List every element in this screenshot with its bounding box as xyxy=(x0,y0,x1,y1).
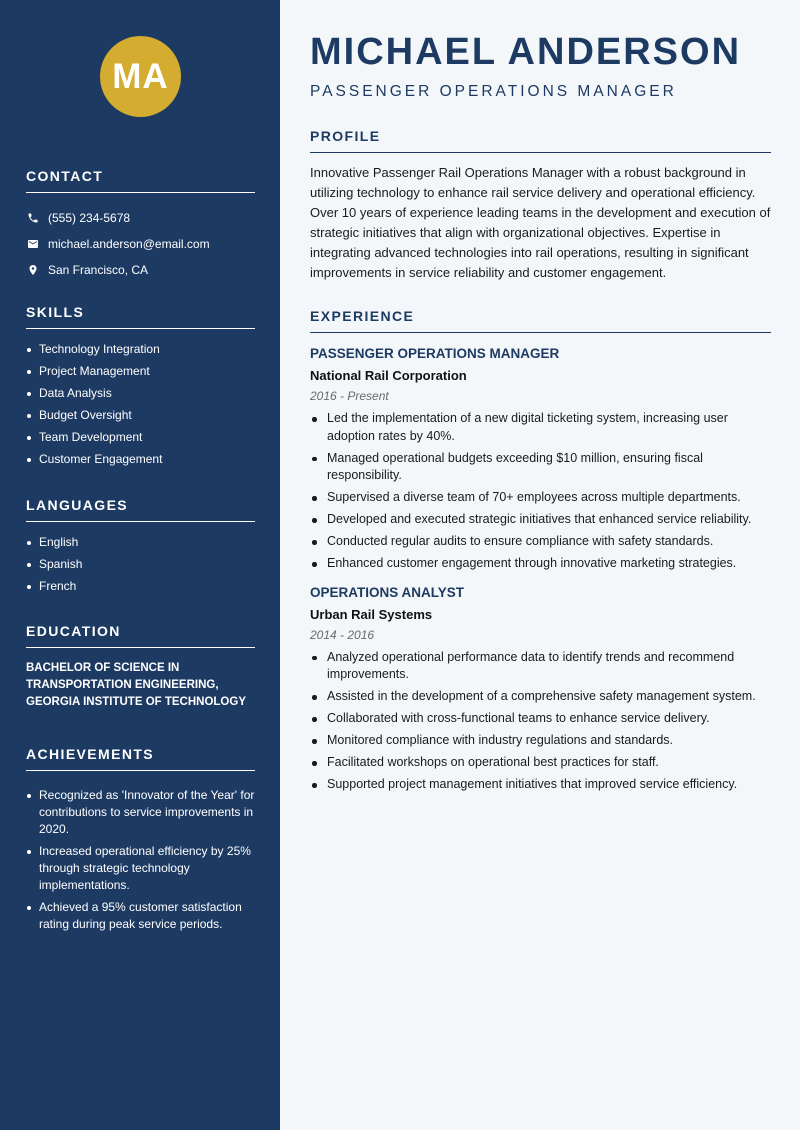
page-title: MICHAEL ANDERSON xyxy=(310,31,742,73)
languages-section xyxy=(26,497,255,600)
phone-text: (555) 234-5678 xyxy=(48,211,131,225)
education-degree: BACHELOR OF SCIENCE IN TRANSPORTATION ENGINEERING, GEORGIA INSTITUTE OF TECHNOLOGY xyxy=(26,662,246,708)
job-role-subtitle: PASSENGER OPERATIONS MANAGER xyxy=(310,83,677,100)
main-content xyxy=(280,0,800,1130)
list-item: Analyzed operational performance data to identify trends and recommend improvements. xyxy=(310,649,771,684)
job-dates: 2016 - Present xyxy=(310,389,389,403)
list-item: Assisted in the development of a comprehensive safety management system. xyxy=(310,688,771,706)
list-item: Supervised a diverse team of 70+ employees across multiple departments. xyxy=(310,489,771,507)
avatar: MA xyxy=(100,36,181,117)
list-item: Led the implementation of a new digital ticketing system, increasing user adoption rates by 40%. xyxy=(310,410,771,445)
job-entry xyxy=(310,346,771,573)
job-bullets xyxy=(310,410,771,573)
job-bullets xyxy=(310,649,771,794)
list-item: Facilitated workshops on operational best practices for staff. xyxy=(310,754,771,772)
list-item: English xyxy=(26,534,255,551)
email-text[interactable]: michael.anderson@email.com xyxy=(48,237,210,251)
mail-icon xyxy=(26,237,40,251)
list-item: Enhanced customer engagement through innovative marketing strategies. xyxy=(310,555,771,573)
list-item: Achieved a 95% customer satisfaction rating during peak service periods. xyxy=(26,899,255,933)
list-item: Recognized as 'Innovator of the Year' for contributions to service improvements in 2020. xyxy=(26,787,255,838)
experience-section xyxy=(310,308,771,798)
profile-text: Innovative Passenger Rail Operations Manager with a robust background in utilizing technology to enhance rail service delivery and operational efficiency. Over 10 years of experience leading teams in the development and execution of strategic initiatives that align with organizational objectives. Expertise in integrating advanced technologies into rail operations, resulting in significant improvements in service reliability and customer engagement. xyxy=(310,165,771,280)
contact-location xyxy=(26,257,255,283)
list-item: Monitored compliance with industry regulations and standards. xyxy=(310,732,771,750)
list-item: Developed and executed strategic initiatives that enhanced service reliability. xyxy=(310,511,771,529)
education-heading: EDUCATION xyxy=(26,623,255,648)
list-item: Customer Engagement xyxy=(26,451,255,468)
list-item: Technology Integration xyxy=(26,341,255,358)
profile-section xyxy=(310,128,771,283)
job-entry xyxy=(310,585,771,794)
list-item: Team Development xyxy=(26,429,255,446)
company-name: National Rail Corporation xyxy=(310,368,467,383)
list-item: Budget Oversight xyxy=(26,407,255,424)
company-name: Urban Rail Systems xyxy=(310,606,433,622)
contact-phone xyxy=(26,205,255,231)
achievements-list xyxy=(26,787,255,933)
list-item: Data Analysis xyxy=(26,385,255,402)
location-pin-icon xyxy=(26,263,40,277)
list-item: French xyxy=(26,578,255,595)
list-item: Increased operational efficiency by 25% through strategic technology implementations. xyxy=(26,843,255,894)
list-item: Managed operational budgets exceeding $10 million, ensuring fiscal responsibility. xyxy=(310,450,771,485)
contact-email xyxy=(26,231,255,257)
job-title: OPERATIONS ANALYST xyxy=(310,584,465,600)
skills-heading: SKILLS xyxy=(26,304,255,329)
profile-heading: PROFILE xyxy=(310,128,771,153)
list-item: Spanish xyxy=(26,556,255,573)
job-dates: 2014 - 2016 xyxy=(310,627,375,642)
education-section xyxy=(26,623,255,711)
achievements-heading: ACHIEVEMENTS xyxy=(26,746,255,771)
location-text: San Francisco, CA xyxy=(48,263,149,277)
skills-list xyxy=(26,341,255,468)
skills-section xyxy=(26,304,255,473)
list-item: Collaborated with cross-functional teams to enhance service delivery. xyxy=(310,710,771,728)
achievements-section xyxy=(26,746,255,938)
experience-heading: EXPERIENCE xyxy=(310,308,771,333)
contact-heading: CONTACT xyxy=(26,168,255,193)
sidebar xyxy=(0,0,280,1130)
list-item: Supported project management initiatives that improved service efficiency. xyxy=(310,776,771,794)
languages-heading: LANGUAGES xyxy=(26,497,255,522)
list-item: Conducted regular audits to ensure compliance with safety standards. xyxy=(310,533,771,551)
list-item: Project Management xyxy=(26,363,255,380)
job-title: PASSENGER OPERATIONS MANAGER xyxy=(310,346,560,361)
languages-list xyxy=(26,534,255,595)
phone-icon xyxy=(26,211,40,225)
contact-section xyxy=(26,168,255,283)
